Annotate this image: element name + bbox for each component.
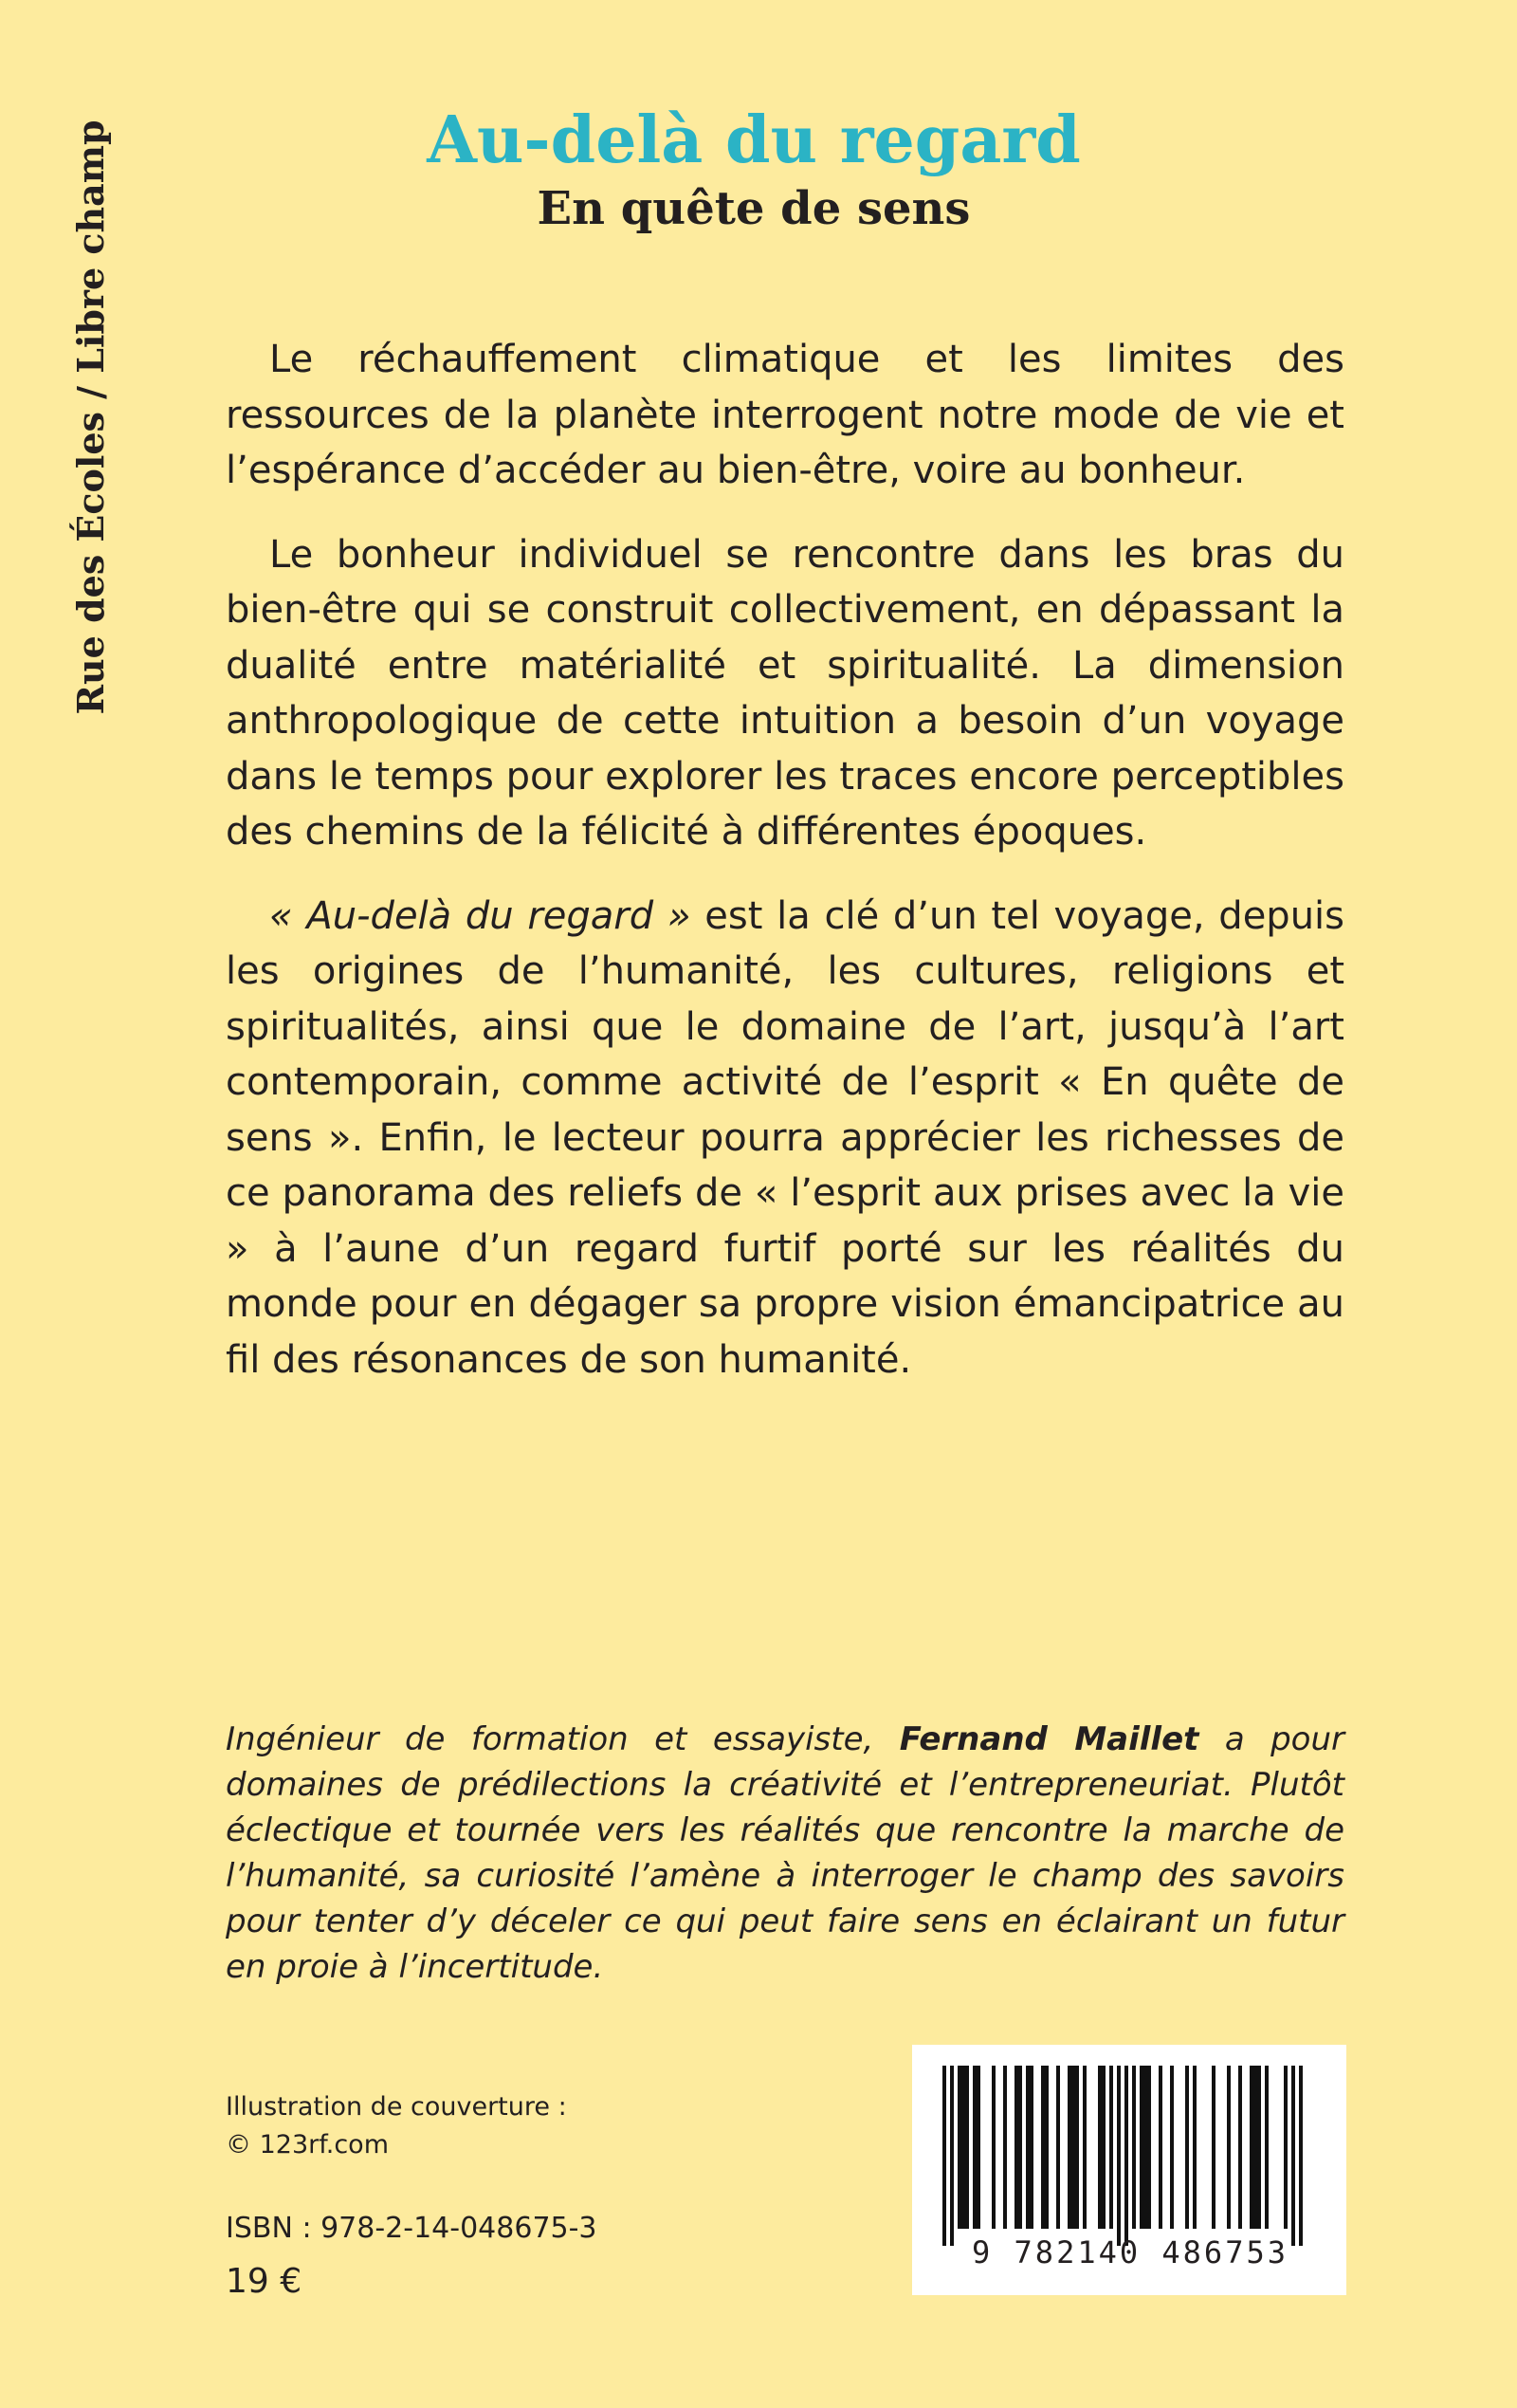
author-bio — [226, 1717, 1344, 1990]
barcode-bar — [1299, 2066, 1303, 2246]
barcode-bar — [1159, 2066, 1162, 2229]
barcode-bar — [1250, 2066, 1253, 2229]
isbn: ISBN : 978-2-14-048675-3 — [226, 2212, 597, 2245]
barcode-bar — [1003, 2066, 1007, 2229]
blurb-paragraph-3-text: est la clé d’un tel voyage, depuis les origines de l’humanité, les cultures, religions et spiritualités, ainsi que le domaine de l’art, jusqu’à l’art contemporain, comme activité de l’esprit « En quête de sens ». Enfin, le lecteur pourra apprécier les richesses de ce panorama des reliefs de « l’esprit aux prises avec la vie » à l’aune d’un regard furtif porté sur les réalités du monde pour en dégager sa propre vision émancipatrice au fil des résonances de son humanité. — [226, 893, 1345, 1382]
barcode-bar — [1147, 2066, 1151, 2229]
quoted-title: « Au-delà du regard » — [269, 893, 691, 938]
barcode-bar — [1075, 2066, 1079, 2229]
barcode-bar — [1212, 2066, 1215, 2229]
author-name: Fernand Maillet — [899, 1720, 1199, 1758]
barcode-bar — [1253, 2066, 1257, 2229]
blurb-paragraph-2: Le bonheur individuel se rencontre dans les bras du bien-être qui se construit collectivement, en dépassant la dualité entre matérialité et spiritualité. La dimension anthropologique de cette intuition a besoin d’un voyage dans le temps pour explorer les traces encore perceptibles des chemins de la félicité à différentes époques. — [226, 532, 1344, 854]
barcode-bar — [1014, 2066, 1018, 2229]
barcode-bar — [1045, 2066, 1049, 2229]
barcode-bar — [1041, 2066, 1045, 2229]
blurb-paragraph-1: Le réchauffement climatique et les limites des ressources de la planète interrogent notre mode de vie et l’espérance d’accéder au bien-être, voire au bonheur. — [226, 338, 1344, 492]
barcode-bar — [958, 2066, 961, 2229]
barcode-bar — [950, 2066, 954, 2246]
barcode-bar — [1026, 2066, 1030, 2229]
barcode-bar — [1109, 2066, 1113, 2229]
illustration-credits — [226, 2088, 567, 2164]
barcode-bar — [965, 2066, 969, 2229]
barcode-bar — [1117, 2066, 1121, 2246]
bio-intro: Ingénieur de formation et essayiste, — [226, 1720, 900, 1758]
barcode-bar — [1257, 2066, 1261, 2229]
barcode-bar — [1098, 2066, 1102, 2229]
credits-line-2: © 123rf.com — [226, 2130, 390, 2160]
barcode-bar — [1238, 2066, 1242, 2229]
barcode-bar — [1185, 2066, 1189, 2229]
price: 19 € — [226, 2262, 302, 2301]
book-subtitle: En quête de sens — [537, 182, 971, 235]
barcode-bar — [1227, 2066, 1231, 2229]
book-title: Au-delà du regard — [427, 102, 1081, 178]
barcode-bar — [1291, 2066, 1295, 2246]
back-cover-blurb — [226, 332, 1344, 1416]
spine-label — [53, 114, 129, 721]
barcode-bar — [1056, 2066, 1060, 2229]
barcode-bar — [1170, 2066, 1174, 2229]
barcode-bar — [942, 2066, 946, 2246]
barcode-bar — [1193, 2066, 1197, 2229]
barcode-digits: 9 782140 486753 — [972, 2234, 1289, 2270]
barcode-bar — [977, 2066, 980, 2229]
barcode-bar — [1143, 2066, 1147, 2229]
spine-text: Rue des Écoles / Libre champ — [69, 119, 112, 715]
barcode-bar — [1018, 2066, 1022, 2229]
barcode-bar — [1265, 2066, 1269, 2229]
blurb-paragraph-3 — [226, 889, 1344, 1388]
barcode-bar — [1030, 2066, 1033, 2229]
barcode-bar — [961, 2066, 965, 2229]
barcode-bar — [992, 2066, 996, 2229]
bio-text: a pour domaines de prédilections la créativité et l’entrepreneuriat. Plutôt éclectique et tournée vers les réalités que rencontre la marche de l’humanité, sa curiosité l’amène à interroger le champ des savoirs pour tenter d’y déceler ce qui peut faire sens en éclairant un futur en proie à l’incertitude. — [226, 1720, 1344, 1986]
barcode-bar — [1284, 2066, 1288, 2229]
credits-line-1: Illustration de couverture : — [226, 2092, 567, 2122]
barcode-bar — [1068, 2066, 1071, 2229]
barcode-bar — [1132, 2066, 1136, 2229]
barcode-bar — [1083, 2066, 1087, 2229]
barcode-bar — [1071, 2066, 1075, 2229]
barcode-bar — [1124, 2066, 1128, 2246]
barcode-bar — [1102, 2066, 1106, 2229]
barcode — [912, 2045, 1346, 2295]
barcode-bar — [973, 2066, 977, 2229]
barcode-bar — [1140, 2066, 1143, 2229]
